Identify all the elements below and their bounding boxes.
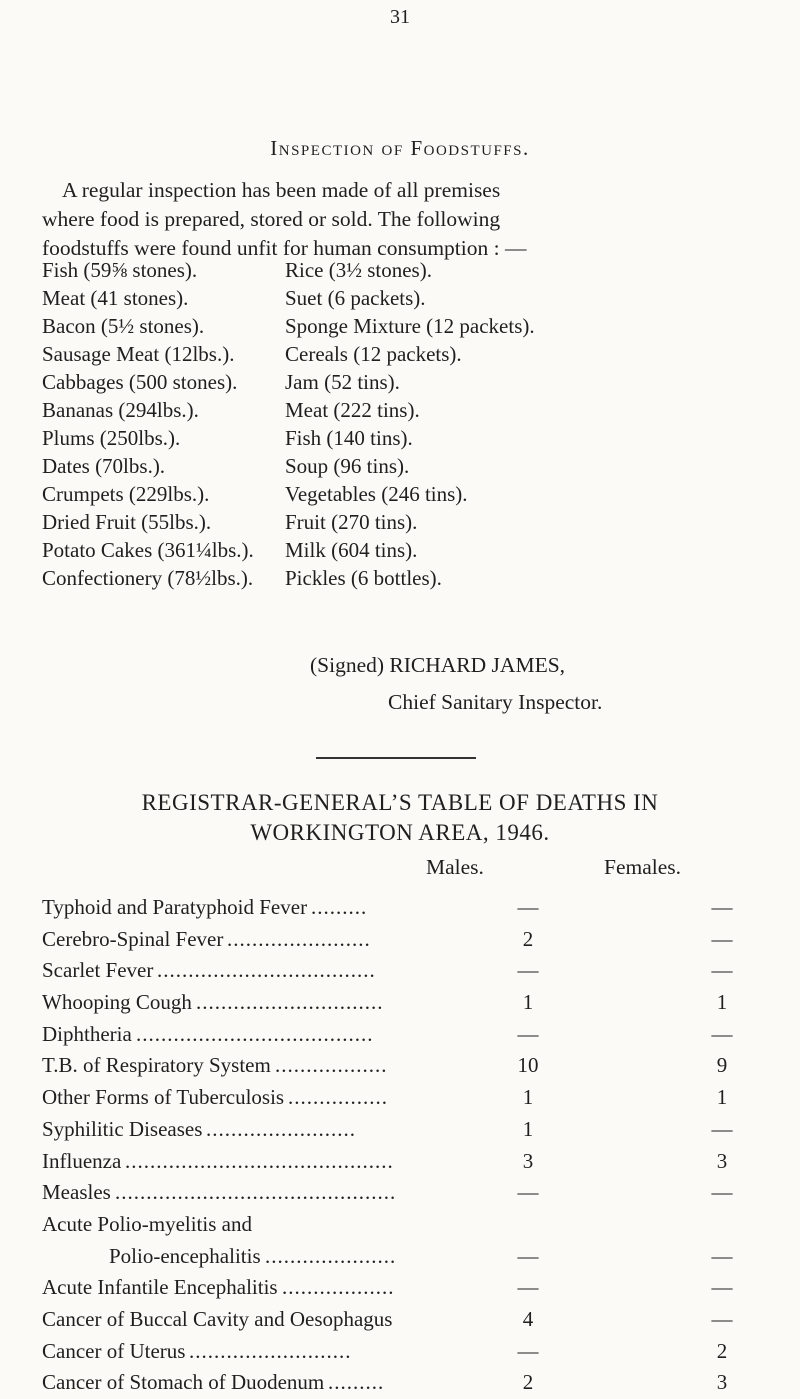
cause-of-death: Scarlet Fever — [42, 958, 154, 983]
foodstuff-item: Confectionery (78½lbs.). — [42, 566, 254, 590]
females-count: — — [711, 1116, 733, 1141]
table-row — [42, 1114, 782, 1146]
males-count: 3 — [522, 1148, 534, 1173]
foodstuff-list-left — [42, 256, 292, 592]
section-title: Inspection of Foodstuffs. — [270, 136, 530, 160]
signature-line: (Signed) RICHARD JAMES, — [310, 653, 566, 677]
table-row — [42, 892, 782, 924]
females-count: — — [711, 958, 733, 983]
table-row — [42, 987, 782, 1019]
females-count: — — [711, 1275, 733, 1300]
females-count: — — [711, 1306, 733, 1331]
foodstuff-item: Pickles (6 bottles). — [285, 566, 442, 590]
table-row — [42, 1082, 782, 1114]
column-header-males: Males. — [426, 855, 484, 879]
males-count: 1 — [522, 1116, 534, 1141]
leader-dots: ........................................... — [125, 1148, 394, 1173]
foodstuff-item: Rice (3½ stones). — [285, 258, 432, 282]
foodstuff-item: Cabbages (500 stones). — [42, 370, 238, 394]
cause-of-death: Acute Polio-myelitis and — [42, 1211, 252, 1236]
table-title-line: WORKINGTON AREA, 1946. — [250, 820, 550, 845]
females-count: 2 — [716, 1338, 728, 1363]
leader-dots: ................ — [288, 1085, 388, 1110]
column-header-females: Females. — [604, 855, 682, 879]
intro-paragraph — [42, 176, 766, 263]
foodstuff-item: Fish (140 tins). — [285, 426, 413, 450]
leader-dots: ......... — [328, 1370, 385, 1395]
table-row — [42, 1050, 782, 1082]
cause-of-death: Diphtheria — [42, 1021, 132, 1046]
table-title-line: REGISTRAR-GENERAL’S TABLE OF DEATHS IN — [141, 790, 659, 815]
table-row — [42, 1177, 782, 1209]
males-count: — — [517, 1338, 539, 1363]
leader-dots: .................. — [275, 1053, 388, 1078]
divider — [316, 757, 476, 759]
foodstuff-item: Dried Fruit (55lbs.). — [42, 510, 212, 534]
cause-of-death: Polio-encephalitis — [109, 1243, 261, 1268]
foodstuff-item: Sponge Mixture (12 packets). — [285, 314, 535, 338]
table-row — [42, 1241, 782, 1273]
cause-of-death: Acute Infantile Encephalitis — [42, 1275, 278, 1300]
cause-of-death: Cancer of Buccal Cavity and Oesophagus — [42, 1306, 393, 1331]
cause-of-death: Cerebro-Spinal Fever — [42, 926, 224, 951]
leader-dots: ................................... — [157, 958, 376, 983]
foodstuff-item: Sausage Meat (12lbs.). — [42, 342, 235, 366]
table-row — [42, 1367, 782, 1399]
females-count: — — [711, 1180, 733, 1205]
deaths-table — [42, 892, 782, 1399]
table-title — [0, 788, 800, 848]
foodstuff-item: Plums (250lbs.). — [42, 426, 181, 450]
leader-dots: .................. — [282, 1275, 395, 1300]
signature-role: Chief Sanitary Inspector. — [388, 690, 603, 714]
cause-of-death: Influenza — [42, 1148, 122, 1173]
females-count: — — [711, 895, 733, 919]
foodstuff-item: Bananas (294lbs.). — [42, 398, 199, 422]
foodstuff-item: Meat (41 stones). — [42, 286, 189, 310]
foodstuff-item: Meat (222 tins). — [285, 398, 420, 422]
foodstuff-item: Soup (96 tins). — [285, 454, 410, 478]
intro-line: foodstuffs were found unfit for human consumption : — — [42, 236, 527, 260]
leader-dots: ..................... — [265, 1243, 397, 1268]
table-row — [42, 1272, 782, 1304]
leader-dots: ........................ — [206, 1116, 356, 1141]
foodstuff-item: Fish (59⅝ stones). — [42, 258, 198, 282]
page-number: 31 — [390, 6, 410, 28]
males-count: 2 — [522, 1370, 534, 1395]
leader-dots: ....................... — [227, 926, 371, 951]
table-row — [42, 1146, 782, 1178]
females-count: — — [711, 1243, 733, 1268]
foodstuff-list-right — [285, 256, 785, 592]
leader-dots: ......... — [311, 895, 368, 919]
males-count: 1 — [522, 990, 534, 1015]
males-count: — — [517, 1021, 539, 1046]
table-row — [42, 1209, 782, 1241]
foodstuff-item: Potato Cakes (361¼lbs.). — [42, 538, 254, 562]
males-count: — — [517, 1243, 539, 1268]
females-count: 1 — [716, 1085, 728, 1110]
foodstuff-item: Dates (70lbs.). — [42, 454, 166, 478]
females-count: — — [711, 1021, 733, 1046]
intro-line: A regular inspection has been made of all premises — [62, 178, 501, 202]
females-count: 1 — [716, 990, 728, 1015]
cause-of-death: Measles — [42, 1180, 111, 1205]
table-row — [42, 1304, 782, 1336]
leader-dots: .......................... — [189, 1338, 352, 1363]
leader-dots: ............................................. — [115, 1180, 397, 1205]
foodstuff-item: Bacon (5½ stones). — [42, 314, 205, 338]
females-count: — — [711, 926, 733, 951]
females-count: 9 — [716, 1053, 728, 1078]
foodstuff-item: Crumpets (229lbs.). — [42, 482, 210, 506]
cause-of-death: Syphilitic Diseases — [42, 1116, 203, 1141]
leader-dots: .............................. — [196, 990, 384, 1015]
males-count: 10 — [517, 1053, 539, 1078]
males-count: 1 — [522, 1085, 534, 1110]
table-row — [42, 1336, 782, 1368]
foodstuff-item: Jam (52 tins). — [285, 370, 400, 394]
females-count: 3 — [716, 1148, 728, 1173]
males-count: — — [517, 958, 539, 983]
intro-line: where food is prepared, stored or sold. The following — [42, 207, 501, 231]
foodstuff-item: Suet (6 packets). — [285, 286, 426, 310]
foodstuff-item: Cereals (12 packets). — [285, 342, 462, 366]
foodstuff-item: Milk (604 tins). — [285, 538, 418, 562]
cause-of-death: Other Forms of Tuberculosis — [42, 1085, 285, 1110]
table-row — [42, 1019, 782, 1051]
females-count: 3 — [716, 1370, 728, 1395]
cause-of-death: T.B. of Respiratory System — [42, 1053, 271, 1078]
males-count: — — [517, 1275, 539, 1300]
males-count: — — [517, 1180, 539, 1205]
males-count: — — [517, 895, 539, 919]
cause-of-death: Typhoid and Paratyphoid Fever — [42, 895, 308, 919]
foodstuff-item: Vegetables (246 tins). — [285, 482, 468, 506]
cause-of-death: Cancer of Stomach of Duodenum — [42, 1370, 325, 1395]
table-row — [42, 924, 782, 956]
leader-dots: ...................................... — [136, 1021, 374, 1046]
cause-of-death: Cancer of Uterus — [42, 1338, 186, 1363]
males-count: 4 — [522, 1306, 534, 1331]
cause-of-death: Whooping Cough — [42, 990, 192, 1015]
males-count: 2 — [522, 926, 534, 951]
foodstuff-item: Fruit (270 tins). — [285, 510, 418, 534]
table-row — [42, 955, 782, 987]
